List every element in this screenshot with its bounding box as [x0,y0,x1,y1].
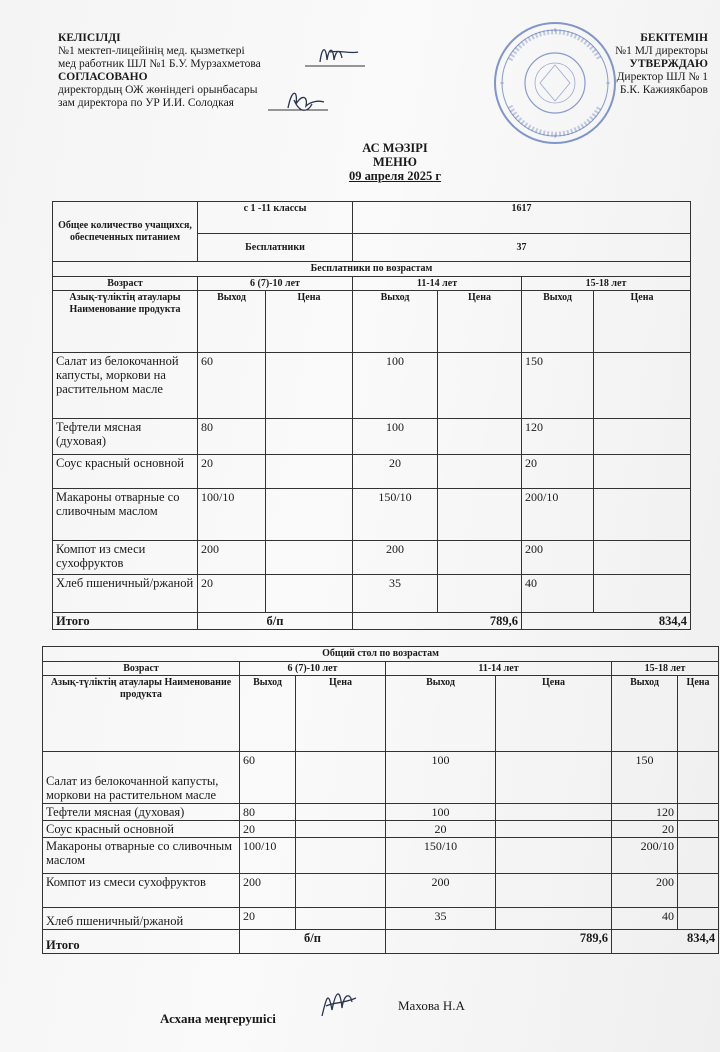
output-value: 200/10 [612,838,678,874]
output-value: 100/10 [198,489,266,541]
age-group-3: 15-18 лет [612,661,719,676]
dish-name: Тефтели мясная (духовая) [53,419,198,455]
approved-ru-label: УТВЕРЖДАЮ [629,58,708,70]
output-value: 80 [240,804,296,821]
general-section-title: Общий стол по возрастам [43,647,719,662]
col-output: Выход [353,291,438,353]
dish-name: Макароны отварные со сливочным маслом [53,489,198,541]
canteen-head-name: Махова Н.А [398,998,465,1013]
output-value: 200 [240,874,296,908]
product-name-header: Азық-түліктің атаулары Наименование продукта [43,676,240,752]
dish-name: Салат из белокочанной капусты, моркови на растительном масле [53,353,198,419]
age-group-3: 15-18 лет [522,276,691,291]
output-value: 100 [353,419,438,455]
col-price: Цена [296,676,386,752]
free-label: Бесплатники [198,234,353,262]
director-kz: №1 МЛ директоры [615,45,708,57]
output-value: 120 [522,419,594,455]
total-value-2: 789,6 [353,613,522,630]
output-value: 60 [240,752,296,804]
section-row [53,262,691,277]
output-value: 20 [240,908,296,930]
free-value: 37 [353,234,691,262]
agreed-ru-label: СОГЛАСОВАНО [58,71,148,83]
age-group-1: 6 (7)-10 лет [198,276,353,291]
output-value: 35 [386,908,496,930]
total-value-2: 789,6 [386,930,612,954]
school-stamp [490,20,620,146]
total-value-1: б/п [198,613,353,630]
age-row [43,661,719,676]
dish-name: Макароны отварные со сливочным маслом [43,838,240,874]
col-output: Выход [240,676,296,752]
table-row [43,908,719,930]
age-group-2: 11-14 лет [353,276,522,291]
col-output: Выход [386,676,496,752]
output-value: 100 [386,804,496,821]
table-row [53,489,691,541]
deputy-kz: директордың ОЖ жөніндегі орынбасары [58,84,258,96]
table-row [53,575,691,613]
output-value: 40 [612,908,678,930]
output-value: 20 [612,821,678,838]
table-row [43,821,719,838]
table-row [53,353,691,419]
output-value: 120 [612,804,678,821]
age-group-2: 11-14 лет [386,661,612,676]
total-value-3: 834,4 [522,613,691,630]
dish-name: Компот из смеси сухофруктов [53,541,198,575]
col-price: Цена [678,676,719,752]
age-label: Возраст [53,276,198,291]
output-value: 200 [522,541,594,575]
deputy-ru: зам директора по УР И.И. Солодкая [58,97,234,109]
total-row [43,930,719,954]
dish-name: Компот из смеси сухофруктов [43,874,240,908]
title-ru: МЕНЮ [373,155,417,169]
director-ru: Директор ШЛ № 1 [616,71,708,83]
general-table [42,646,719,954]
col-price: Цена [496,676,612,752]
total-students-row [53,202,691,234]
output-value: 150/10 [353,489,438,541]
free-meals-table [52,201,691,630]
output-value: 20 [522,455,594,489]
table-row [43,752,719,804]
total-students-value: 1617 [353,202,691,234]
table-row [53,455,691,489]
col-output: Выход [522,291,594,353]
output-value: 150/10 [386,838,496,874]
total-row [53,613,691,630]
approval-block-left [58,32,261,110]
classes-label: с 1 -11 классы [198,202,353,234]
total-label: Итого [43,930,240,954]
output-value: 80 [198,419,266,455]
output-value: 40 [522,575,594,613]
output-value: 150 [612,752,678,804]
agreed-kz-label: КЕЛІСІЛДІ [58,32,121,44]
approved-kz-label: БЕКІТЕМІН [640,32,708,44]
total-students-label: Общее количество учащихся, обеспеченных питанием [53,202,198,262]
output-value: 20 [386,821,496,838]
output-value: 100 [386,752,496,804]
medworker-kz: №1 мектеп-лицейінің мед. қызметкері [58,45,245,57]
output-value: 35 [353,575,438,613]
free-section-title: Бесплатники по возрастам [53,262,691,277]
director-name: Б.К. Кажиякбаров [619,84,708,96]
output-value: 20 [198,575,266,613]
col-output: Выход [612,676,678,752]
medworker-ru: мед работник ШЛ №1 Б.У. Мурзахметова [58,58,261,70]
output-value: 100/10 [240,838,296,874]
dish-name: Тефтели мясная (духовая) [43,804,240,821]
total-label: Итого [53,613,198,630]
table-row [43,804,719,821]
age-row [53,276,691,291]
output-value: 200 [386,874,496,908]
col-price: Цена [594,291,691,353]
section-row [43,647,719,662]
output-value: 20 [353,455,438,489]
dish-name: Соус красный основной [53,455,198,489]
total-value-3: 834,4 [612,930,719,954]
output-value: 200/10 [522,489,594,541]
signature-canteen-head [312,980,362,1024]
table-row [43,838,719,874]
output-value: 20 [240,821,296,838]
title-kz: АС МӘЗІРІ [362,141,428,155]
table-row [53,541,691,575]
product-name-header: Азық-түліктің атаулары Наименование продукта [53,291,198,353]
output-value: 150 [522,353,594,419]
col-output: Выход [198,291,266,353]
output-value: 20 [198,455,266,489]
table-row [53,419,691,455]
age-group-1: 6 (7)-10 лет [240,661,386,676]
col-price: Цена [266,291,353,353]
title-date: 09 апреля 2025 г [348,169,442,183]
dish-name: Хлеб пшеничный/ржаной [43,908,240,930]
output-value: 100 [353,353,438,419]
age-label: Возраст [43,661,240,676]
output-value: 60 [198,353,266,419]
column-header-row [43,676,719,752]
canteen-head-label: Асхана меңгерушісі [160,1011,276,1026]
total-value-1: б/п [240,930,386,954]
dish-name: Салат из белокочанной капусты, моркови на растительном масле [43,752,240,804]
output-value: 200 [198,541,266,575]
column-header-row [53,291,691,353]
output-value: 200 [612,874,678,908]
output-value: 200 [353,541,438,575]
menu-title [0,141,720,183]
col-price: Цена [438,291,522,353]
dish-name: Хлеб пшеничный/ржаной [53,575,198,613]
table-row [43,874,719,908]
signature-medworker [300,38,370,78]
signature-deputy [268,84,338,120]
dish-name: Соус красный основной [43,821,240,838]
